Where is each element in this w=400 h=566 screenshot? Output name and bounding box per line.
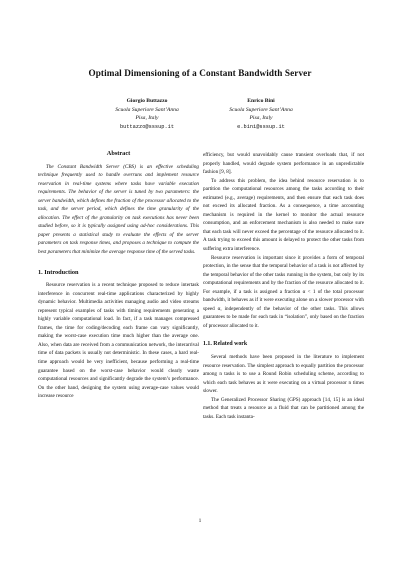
body-paragraph: The Generalized Processor Sharing (GPS) approach [14, 15] is an ideal method that treats a resource as a fluid that can be partitioned among the tasks. Each task instanta-: [203, 396, 364, 420]
author-block-2: [186, 97, 336, 131]
body-paragraph: efficiency, but would unavoidably cause transient overloads that, if not properly handled, would degrade system performance in an unpredictable fashion [9, 8].: [203, 152, 364, 176]
intro-paragraph: Resource reservation is a recent technique proposed to reduce intertask interference in concurrent real-time applications characterized by highly dynamic behavior. Multimedia activities managing audio and video streams represent typical examples of tasks with timing requirements generating a highly variable computational load. In fact, if a task manages compressed frames, the time for coding/decoding each frame can vary significantly, making the worst-case execution time much higher than the average one. Also, when data are received from a communication network, the interarrival time of data packets is usually not deterministic. In these cases, a hard real-time approach would be very inefficient, because performing a real-time guarantee based on the worst-case behavior would clearly waste computational resources and significantly degrade the system’s performance. On the other hand, designing the system using average-case values would increase resource: [38, 282, 199, 400]
author-name: Giorgio Buttazzo: [126, 98, 168, 104]
right-column: [203, 151, 364, 421]
author-location: Pisa, Italy: [135, 115, 159, 122]
left-column: [38, 150, 199, 401]
abstract-heading: Abstract: [106, 150, 131, 157]
author-affiliation: Scuola Superiore Sant’Anna: [115, 106, 179, 113]
body-paragraph: Resource reservation is important since it provides a form of temporal protection, in the sense that the temporal behavior of a task is not affected by the temporal behavior of the other tasks running in the system, but only by its computational requirements and by the fraction of the resource allocated to it. For example, if a task is assigned a fraction α < 1 of the total processor bandwidth, it behaves as if it were executing alone on a slower processor with speed α, independently of the behavior of the other tasks. This allows guarantees to be made for each task in “isolation”, only based on the fraction of processor allocated to it.: [203, 254, 364, 329]
author-email: e.bini@sssup.it: [237, 123, 285, 130]
author-email: buttazzo@sssup.it: [119, 123, 175, 130]
page-number: 1: [198, 518, 202, 524]
abstract-text: The Constant Bandwidth Server (CBS) is an effective scheduling technique frequently used to handle overruns and implement resource reservation in real-time systems where tasks have variable execution requirements. The behavior of the server is tuned by two parameters: the server bandwidth, which defines the fraction of the processor allocated to the task, and the server period, which defines the time granularity of the allocation. The effect of the granularity on task executions has never been studied before, so it is typically assigned using ad-hoc considerations. This paper presents a statistical study to evaluate the effects of the server parameters on task response times, and proposes a technique to compute the best parameters that minimize the average response time of the served tasks.: [38, 163, 199, 256]
subsection-heading-related-work: 1.1. Related work: [203, 341, 248, 348]
author-affiliation: Scuola Superiore Sant’Anna: [229, 106, 293, 113]
author-name: Enrico Bini: [247, 98, 275, 104]
body-paragraph: Several methods have been proposed in the literature to implement resource reservation. The simplest approach to equally partition the processor among n tasks is to use a Round Robin scheduling scheme, according to which each task behaves as it were executing on a virtual processor n times slower.: [203, 354, 364, 395]
body-paragraph: To address this problem, the idea behind resource reservation is to partition the computational resources among the tasks according to their estimated (e.g., average) requirements, and then ensure that each task does not exceed its allocated fraction. As a consequence, a time accounting mechanism is required in the kernel to monitor the actual resource consumption, and an enforcement mechanism is also needed to make sure that each task will never exceed the percentage of the resource allocated to it. A task trying to exceed this amount is delayed to protect the other tasks from suffering extra interference.: [203, 177, 364, 253]
paper-title: Optimal Dimensioning of a Constant Bandwidth Server: [88, 68, 312, 78]
author-location: Pisa, Italy: [249, 115, 273, 122]
section-heading-introduction: 1. Introduction: [38, 268, 79, 276]
